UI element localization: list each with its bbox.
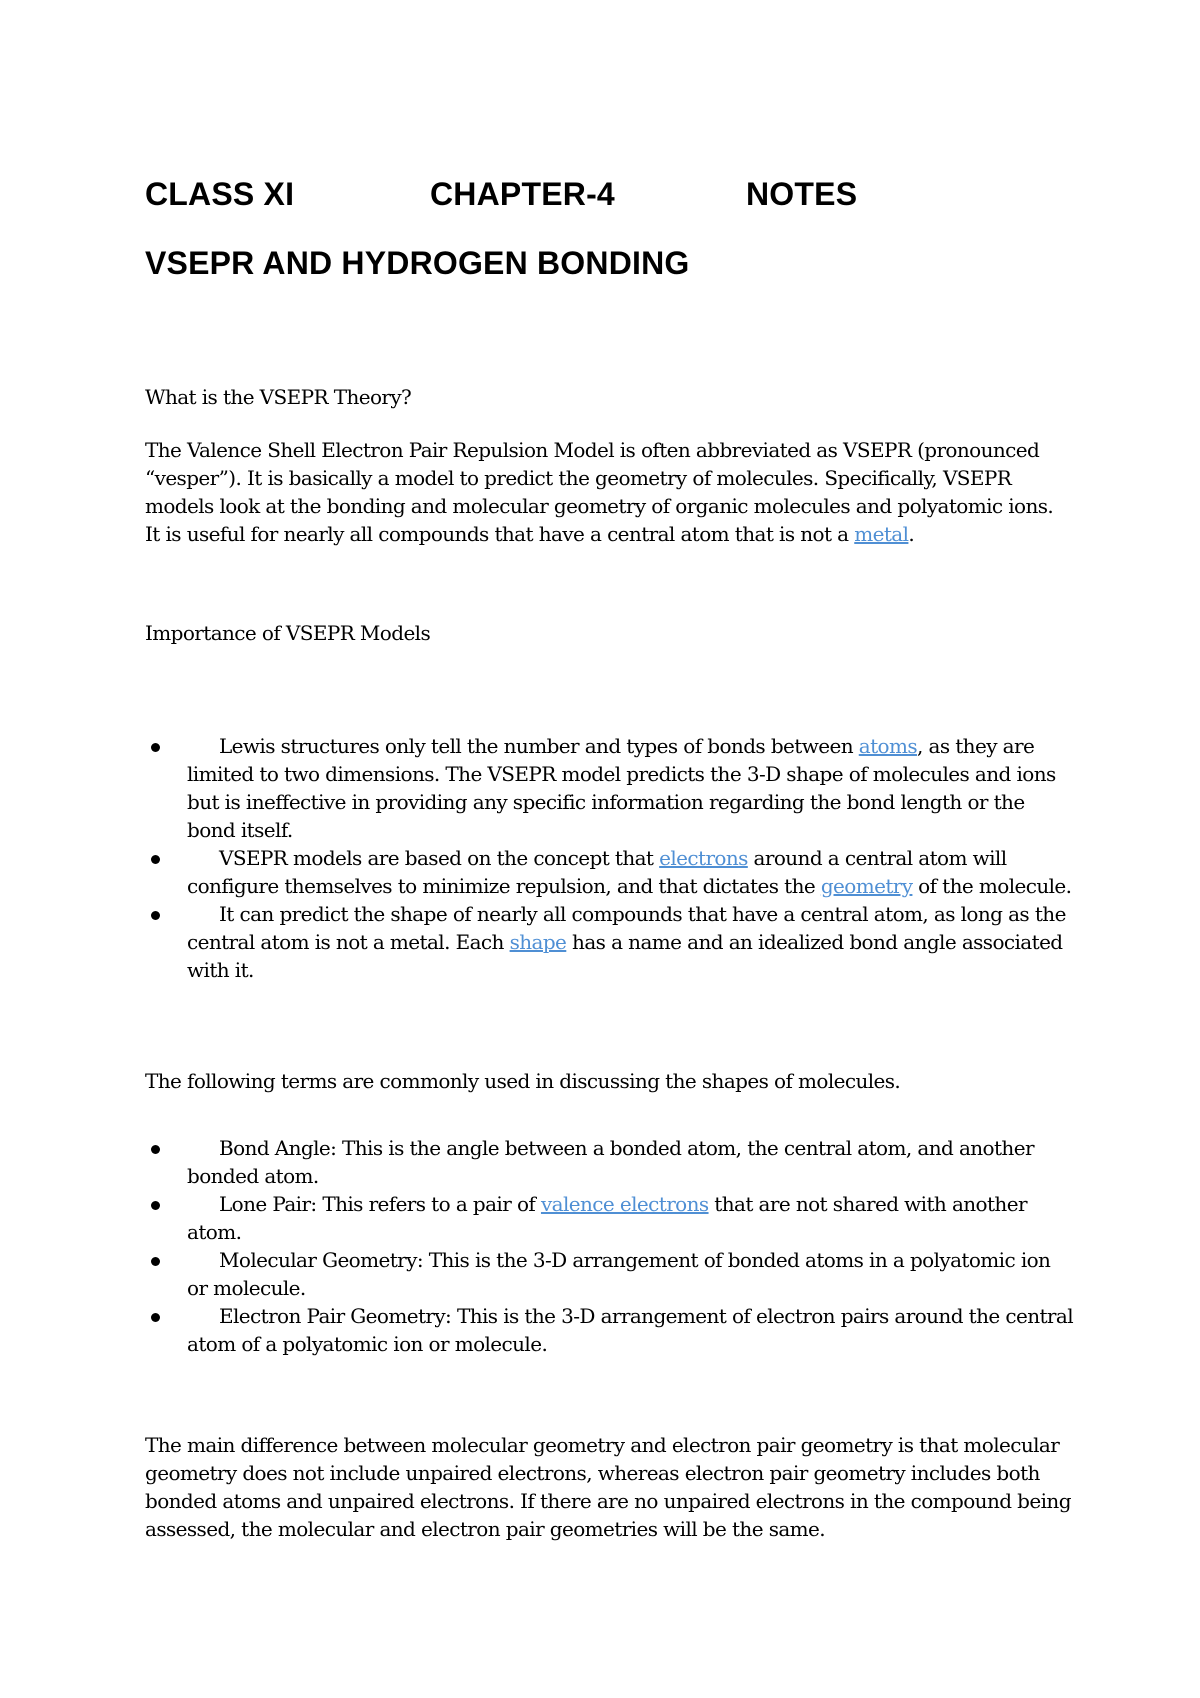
list-item-text: VSEPR models are based on the concept that — [219, 846, 660, 870]
importance-list — [145, 732, 1075, 984]
metal-link[interactable]: metal — [854, 522, 909, 546]
list-item — [145, 1190, 1075, 1246]
chapter-label: CHAPTER-4 — [430, 176, 615, 212]
electrons-link[interactable]: electrons — [659, 846, 748, 870]
valence-electrons-link[interactable]: valence electrons — [540, 1192, 709, 1216]
bullet-icon — [151, 1201, 160, 1210]
list-item-text: of the molecule. — [912, 874, 1072, 898]
list-item-text: Electron Pair Geometry: This is the 3-D arrangement of electron pairs around the central atom of a polyatomic ion or molecule. — [187, 1304, 1074, 1356]
list-item — [145, 1134, 1075, 1190]
section-heading-importance: Importance of VSEPR Models — [145, 621, 431, 645]
list-item-text: Bond Angle: This is the angle between a bonded atom, the central atom, and another bonded atom. — [187, 1136, 1034, 1188]
geometry-link[interactable]: geometry — [820, 874, 913, 898]
list-item — [145, 1302, 1075, 1358]
intro-text-end: . — [908, 522, 915, 546]
list-item-text: that are not shared with another atom. — [187, 1192, 1027, 1244]
intro-paragraph — [145, 436, 1065, 548]
list-item-text: has a name and an idealized bond angle associated with it. — [187, 930, 1063, 982]
bullet-icon — [151, 1257, 160, 1266]
list-item-text: Lewis structures only tell the number and types of bonds between — [219, 734, 859, 758]
bullet-icon — [151, 855, 160, 864]
list-item-text: Molecular Geometry: This is the 3-D arrangement of bonded atoms in a polyatomic ion or molecule. — [187, 1248, 1051, 1300]
list-item-text: Lone Pair: This refers to a pair of — [219, 1192, 541, 1216]
closing-paragraph: The main difference between molecular geometry and electron pair geometry is that molecular geometry does not include unpaired electrons, whereas electron pair geometry includes both bonded atoms and unpaired electrons. If there are no unpaired electrons in the compound being assessed, the molecular and electron pair geometries will be the same. — [145, 1433, 1071, 1541]
list-item — [145, 900, 1075, 984]
notes-label: NOTES — [746, 176, 858, 212]
bullet-icon — [151, 743, 160, 752]
list-item — [145, 1246, 1075, 1302]
list-item — [145, 732, 1075, 844]
class-label: CLASS XI — [145, 176, 295, 212]
list-item-text: around a central atom will configure themselves to minimize repulsion, and that dictates the — [187, 846, 1007, 898]
bullet-icon — [151, 1313, 160, 1322]
atoms-link[interactable]: atoms — [858, 734, 917, 758]
section-heading-vsepr-theory: What is the VSEPR Theory? — [145, 385, 412, 409]
terms-intro-paragraph: The following terms are commonly used in discussing the shapes of molecules. — [145, 1069, 901, 1093]
list-item — [145, 844, 1075, 900]
bullet-icon — [151, 1145, 160, 1154]
intro-text: The Valence Shell Electron Pair Repulsion Model is often abbreviated as VSEPR (pronounced “vesper”). It is basically a model to predict the geometry of molecules. Specifically, VSEPR models look at the bonding and molecular geometry of organic molecules and polyatomic ions. It is useful for nearly all compounds that have a central atom that is not a — [145, 438, 1054, 546]
terms-list — [145, 1134, 1075, 1358]
list-item-text: It can predict the shape of nearly all compounds that have a central atom, as long as the central atom is not a metal. Each — [187, 902, 1066, 954]
bullet-icon — [151, 911, 160, 920]
list-item-text: , as they are limited to two dimensions. The VSEPR model predicts the 3-D shape of molecules and ions but is ineffective in providing any specific information regarding the bond length or the bond itself. — [187, 734, 1056, 842]
document-subtitle: VSEPR AND HYDROGEN BONDING — [145, 245, 690, 281]
shape-link[interactable]: shape — [509, 930, 567, 954]
